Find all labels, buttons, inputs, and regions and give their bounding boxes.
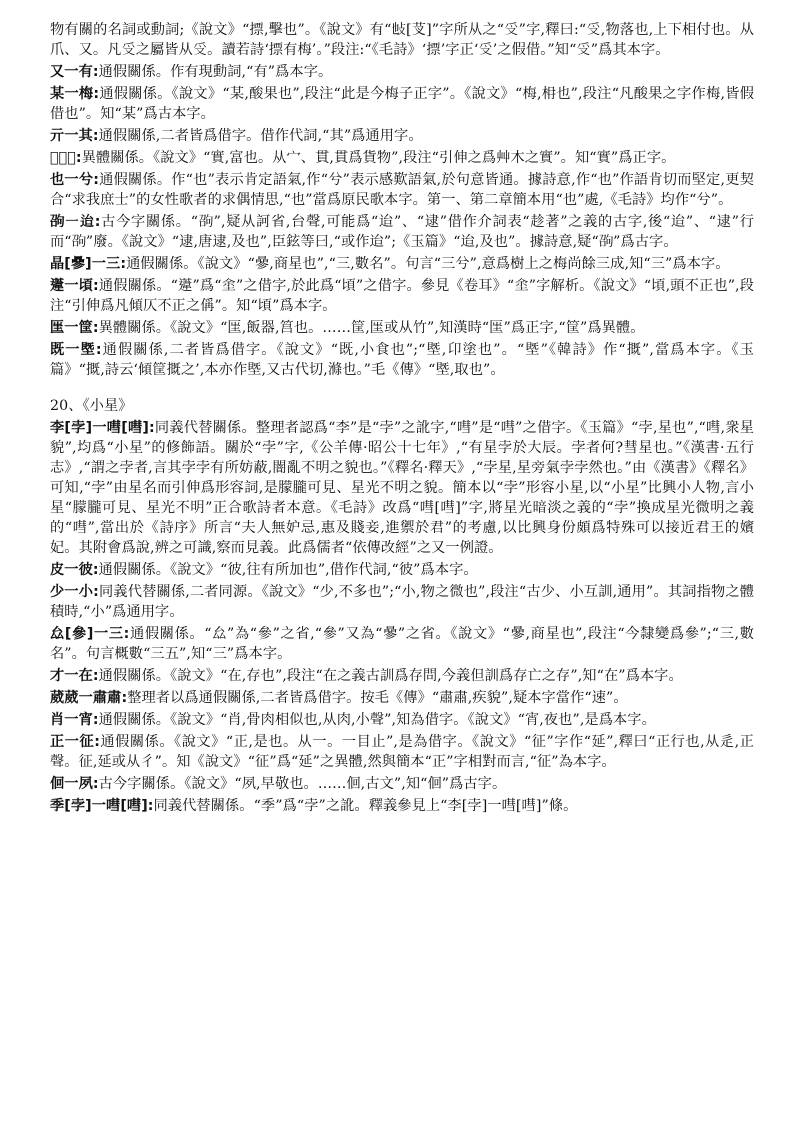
- entry-text: 物有關的名詞或動詞;《說文》“摽,擊也”。《說文》有“𢻫[芆]”字所从之“𠬪”字,釋曰:“𠬪,物落也,上下相付也。从爪、又。凡𠬪之屬皆从𠬪。讀若詩‘摽有梅’。”段注:“《毛詩》‘摽’字正‘𠬪’之假借。”知“𠬪”爲其本字。: [50, 22, 754, 58]
- annotation-entry: [50, 732, 754, 772]
- entry-term: 𨗨一頃:: [50, 278, 99, 294]
- entry-text: 古今字關係。“𠣫”,疑从訶省,台聲,可能爲“迨”、“逮”借作介詞表“趁著”之義的古字,後“迨”、“逮”行而“𠣫”廢。《說文》“逮,唐逮,及也”,臣鉉等曰,“或作迨”;《玉篇》“迨,及也”。據詩意,疑“𠣫”爲古字。: [50, 214, 754, 250]
- annotation-entry: [50, 796, 754, 816]
- annotation-entry: [50, 62, 754, 82]
- annotation-entry: [50, 20, 754, 60]
- entry-text: 通假關係。《說文》“肖,骨肉相似也,从肉,小聲”,知為借字。《說文》“宵,夜也”,是爲本字。: [98, 712, 656, 728]
- intro-section: [50, 20, 754, 380]
- annotation-entry: [50, 688, 754, 708]
- entry-text: 通假關係。作有現動詞,“有”爲本字。: [98, 64, 333, 80]
- annotation-entry: [50, 126, 754, 146]
- entry-term: 正一征:: [50, 734, 100, 750]
- entry-text: 異體關係。《說文》“實,富也。从宀、貫,貫爲貨物”,段注“引伸之爲艸木之實”。知“實”爲正字。: [81, 150, 676, 166]
- annotation-entry: [50, 212, 754, 252]
- entry-text: 通假關係。《說文》“某,酸果也”,段注“此是今梅子正字”。《說文》“梅,枏也”,段注“凡酸果之字作梅,皆假借也”。知“某”爲古本字。: [50, 86, 754, 122]
- annotation-entry: [50, 582, 754, 622]
- entry-term: 既一塈:: [50, 342, 102, 358]
- entry-text: 通假關係,二者皆爲借字。《說文》“既,小食也”;“塈,卬塗也”。“塈”《韓詩》作“摡”,當爲本字。《玉篇》“摡,詩云‘傾筐摡之’,本亦作塈,又古代切,滌也。”毛《傳》“塈,取也”。: [50, 342, 754, 378]
- annotation-entry: [50, 560, 754, 580]
- entry-text: 同義代替關係。整理者認爲“李”是“孛”之訛字,“嘒”是“嘒”之借字。《玉篇》“孛,星也”,“嘒,衆星貌”,均爲“小星”的修飾語。關於“孛”字,《公羊傳·昭公十七年》,“有星孛於大辰。孛者何?彗星也。”《漢書·五行志》,“謂之孛者,言其孛孛有所妨蔽,闇亂不明之貌也。”《釋名·釋天》,“孛星,星旁氣孛孛然也。”由《漢書》《釋名》可知,“孛”由星名而引伸爲形容詞,是朦朧可見、星光不明之貌。簡本以“孛”形容小星,以“小星”比興小人物,言小星“朦朧可見、星光不明”正合歌詩者本意。《毛詩》改爲“嘒[嘒]”字,將星光暗淡之義的“孛”換成星光微明之義的“嘒”,當出於《詩序》所言“夫人無妒忌,惠及賤妾,進禦於君”的考慮,以比興身份頗爲特殊可以接近君王的嬪妃。其附會爲說,辨之可識,察而見義。此爲儒者“依傳改經”之又一例證。: [50, 420, 754, 556]
- entry-text: 古今字關係。《說文》“夙,早敬也。……佪,古文”,知“佪”爲古字。: [98, 776, 507, 792]
- entry-term: 皮一彼:: [50, 562, 99, 578]
- entry-term: 匩一筐:: [50, 320, 99, 336]
- annotation-entry: [50, 418, 754, 558]
- entry-term: 葳葳一肅肅:: [50, 690, 128, 706]
- entry-text: 整理者以爲通假關係,二者皆爲借字。按毛《傳》“肅肅,疾貌”,疑本字當作“速”。: [127, 690, 628, 706]
- entry-term: 也一兮:: [50, 172, 100, 188]
- entry-text: 通假關係,二者皆爲借字。借作代詞,“其”爲通用字。: [98, 128, 423, 144]
- entry-term: 亓一其:: [50, 128, 99, 144]
- annotation-entry: [50, 276, 754, 316]
- entry-term: 季[孛]一嘒[嘒]:: [50, 798, 154, 814]
- entry-text: 通假關係。作“也”表示肯定語氣,作“兮”表示感歎語氣,於句意皆通。據詩意,作“也”作語肯切而堅定,更契合“求我庶士”的女性歌者的求偶情思,“也”當爲原民歌本字。第一、第二章簡本用“也”處,《毛詩》均作“兮”。: [50, 172, 754, 208]
- document-page: [50, 20, 754, 818]
- entry-term: 佪一夙:: [50, 776, 99, 792]
- annotation-entry: [50, 318, 754, 338]
- entry-term: 李[孛]一嘒[嘒]:: [50, 420, 155, 436]
- annotation-entry: [50, 710, 754, 730]
- entry-text: 通假關係。《說文》“曑,商星也”,“三,數名”。句言“三兮”,意爲樹上之梅尚餘三成,知“三”爲本字。: [126, 256, 730, 272]
- entry-term: 𡩜一實:: [50, 150, 82, 166]
- entry-text: 同義代替關係。“季”爲“孛”之訛。釋義參見上“李[孛]一嘒[嘒]”條。: [153, 798, 578, 814]
- entry-text: 同義代替關係,二者同源。《說文》“少,不多也”;“小,物之微也”,段注“古少、小互訓,通用”。其詞指物之體積時,“小”爲通用字。: [50, 584, 754, 620]
- annotation-entry: [50, 84, 754, 124]
- entry-term: 才一在:: [50, 668, 99, 684]
- entry-term: 少一小:: [50, 584, 99, 600]
- annotation-entry: [50, 666, 754, 686]
- annotation-entry: [50, 170, 754, 210]
- entry-text: 異體關係。《說文》“匩,飯器,筥也。……筐,匩或从竹”,知漢時“匩”爲正字,“筐”爲異體。: [98, 320, 645, 336]
- annotation-entry: [50, 624, 754, 664]
- entry-term: 晶[曑]一三:: [50, 256, 127, 272]
- annotation-entry: [50, 148, 754, 168]
- annotation-entry: [50, 254, 754, 274]
- poem-section-xiaoxing: [50, 418, 754, 816]
- entry-text: 通假關係。《說文》“在,存也”,段注“在之義古訓爲存問,今義但訓爲存亡之存”,知“在”爲本字。: [98, 668, 683, 684]
- entry-text: 通假關係。“厽”為“參”之省,“參”又為“曑”之省。《說文》“曑,商星也”,段注“今隸變爲參”;“三,數名”。句言概數“三五”,知“三”爲本字。: [50, 626, 754, 662]
- entry-text: 通假關係。《說文》“正,是也。从一。一目止”,是為借字。《說文》“征”字作“延”,釋曰“正行也,从辵,正聲。征,延或从彳”。知《說文》“征”爲“延”之異體,然與簡本“正”字相對而言,“征”為本字。: [50, 734, 754, 770]
- section-title: 20、《小星》: [50, 398, 133, 414]
- entry-term: 某一梅:: [50, 86, 100, 102]
- annotation-entry: [50, 340, 754, 380]
- entry-term: 厽[參]一三:: [50, 626, 130, 642]
- entry-term: 肖一宵:: [50, 712, 99, 728]
- entry-text: 通假關係。《說文》“彼,往有所加也”,借作代詞,“彼”爲本字。: [98, 562, 478, 578]
- entry-text: 通假關係。“𨗨”爲“𡌆”之借字,於此爲“頃”之借字。參見《卷耳》“𡌆”字解析。《說文》“頃,頭不正也”,段注“引伸爲凡傾仄不正之偁”。知“頃”爲本字。: [50, 278, 755, 314]
- entry-term: 𠣫一迨:: [50, 214, 101, 230]
- entry-term: 又一有:: [50, 64, 99, 80]
- annotation-entry: [50, 774, 754, 794]
